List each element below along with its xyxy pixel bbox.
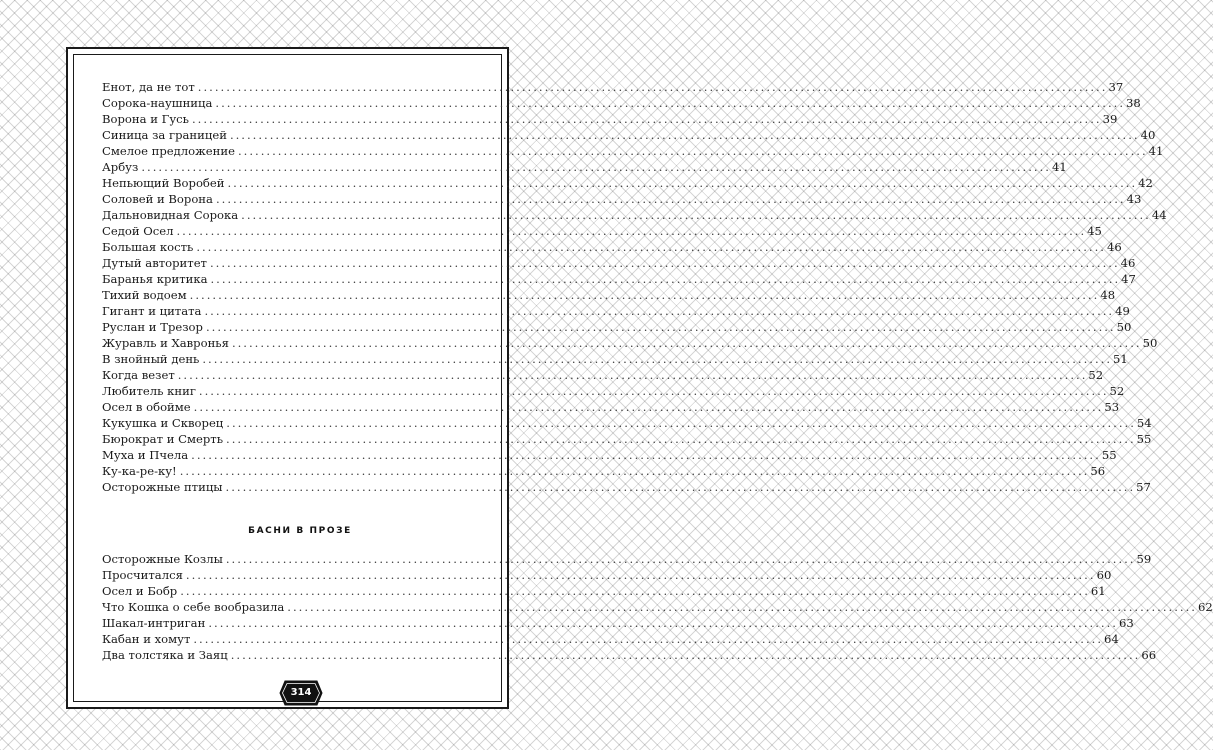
toc-entry [102, 631, 1119, 647]
toc-entry [102, 79, 1124, 95]
toc-entry-title: Два толстяка и Заяц [102, 648, 228, 662]
toc-entry-page: 55 [1101, 448, 1117, 462]
toc-entry-page: 42 [1138, 176, 1153, 190]
toc-entry-title: Шакал-интриган [102, 616, 206, 630]
toc-entry-page: 47 [1121, 272, 1136, 286]
toc-entry-page: 49 [1115, 304, 1130, 318]
toc-entry-page: 46 [1120, 256, 1136, 270]
toc-entry-page: 45 [1087, 224, 1102, 238]
dot-leader: ................................................................................................................................................................ [215, 96, 1126, 110]
toc-entry-page: 40 [1140, 128, 1156, 142]
toc-entry [102, 367, 1104, 383]
toc-entry-title: Седой Осел [102, 224, 174, 238]
toc-entry-title: Баранья критика [102, 272, 208, 286]
toc-entry [102, 415, 1152, 431]
toc-entry-page: 56 [1090, 464, 1106, 478]
toc-entry [102, 111, 1118, 127]
dot-leader: ................................................................................................................................................................ [208, 616, 1118, 630]
toc-entry-page: 62 [1197, 600, 1213, 614]
toc-entry [102, 335, 1158, 351]
toc-entry-page: 63 [1118, 616, 1134, 630]
toc-entry-title: Кабан и хомут [102, 632, 191, 646]
toc-entry-page: 51 [1113, 352, 1128, 366]
toc-entry-page: 43 [1126, 192, 1142, 206]
toc-entry-page: 57 [1136, 480, 1151, 494]
toc-entry-title: Осторожные Козлы [102, 552, 223, 566]
table-of-contents [102, 79, 1167, 495]
toc-entry [102, 351, 1128, 367]
section-heading: БАСНИ В ПРОЗЕ [248, 526, 352, 536]
toc-entry-title: Муха и Пчела [102, 448, 189, 462]
dot-leader: ................................................................................................................................................................ [179, 464, 1090, 478]
toc-entry [102, 127, 1156, 143]
dot-leader: ................................................................................................................................................................ [198, 384, 1109, 398]
toc-entry-title: Синица за границей [102, 128, 227, 142]
page-number: 314 [290, 687, 312, 698]
toc-entry [102, 287, 1116, 303]
dot-leader: ................................................................................................................................................................ [204, 304, 1115, 318]
dot-leader: ................................................................................................................................................................ [177, 368, 1088, 382]
toc-entry [102, 143, 1164, 159]
dot-leader: ................................................................................................................................................................ [180, 584, 1090, 598]
dot-leader: ................................................................................................................................................................ [189, 288, 1100, 302]
toc-entry-title: Когда везет [102, 368, 175, 382]
toc-entry-title: Соловей и Ворона [102, 192, 213, 206]
toc-entry [102, 615, 1134, 631]
toc-entry-page: 66 [1141, 648, 1157, 662]
toc-entry-page: 50 [1142, 336, 1158, 350]
dot-leader: ................................................................................................................................................................ [226, 416, 1136, 430]
dot-leader: ................................................................................................................................................................ [141, 160, 1051, 174]
toc-entry-title: Енот, да не тот [102, 80, 195, 94]
dot-leader: ................................................................................................................................................................ [210, 272, 1121, 286]
toc-entry [102, 159, 1067, 175]
toc-entry [102, 383, 1125, 399]
table-of-contents-prose [102, 551, 1213, 663]
toc-entry-title: Смелое предложение [102, 144, 235, 158]
dot-leader: ................................................................................................................................................................ [225, 480, 1136, 494]
toc-entry [102, 567, 1112, 583]
toc-entry [102, 303, 1130, 319]
toc-entry-title: Осел в обойме [102, 400, 191, 414]
page-number-badge [279, 680, 323, 706]
dot-leader: ................................................................................................................................................................ [226, 432, 1136, 446]
toc-entry-title: Ворона и Гусь [102, 112, 189, 126]
dot-leader: ................................................................................................................................................................ [209, 256, 1120, 270]
dot-leader: ................................................................................................................................................................ [231, 336, 1142, 350]
toc-entry [102, 207, 1167, 223]
toc-entry-title: Непьющий Воробей [102, 176, 225, 190]
toc-entry [102, 599, 1213, 615]
dot-leader: ................................................................................................................................................................ [287, 600, 1197, 614]
dot-leader: ................................................................................................................................................................ [205, 320, 1116, 334]
toc-entry [102, 431, 1152, 447]
toc-entry-page: 39 [1102, 112, 1118, 126]
dot-leader: ................................................................................................................................................................ [241, 208, 1151, 222]
dot-leader: ................................................................................................................................................................ [197, 80, 1108, 94]
dot-leader: ................................................................................................................................................................ [191, 112, 1102, 126]
dot-leader: ................................................................................................................................................................ [176, 224, 1087, 238]
toc-entry-title: Дутый авторитет [102, 256, 207, 270]
toc-entry-title: Бюрократ и Смерть [102, 432, 224, 446]
toc-entry-title: Тихий водоем [102, 288, 187, 302]
toc-entry-title: Осел и Бобр [102, 584, 178, 598]
toc-entry-page: 48 [1100, 288, 1116, 302]
toc-entry-page: 55 [1136, 432, 1152, 446]
toc-entry-title: Большая кость [102, 240, 194, 254]
toc-entry [102, 223, 1102, 239]
toc-entry-page: 41 [1148, 144, 1164, 158]
toc-entry [102, 551, 1152, 567]
dot-leader: ................................................................................................................................................................ [237, 144, 1148, 158]
toc-entry-page: 52 [1088, 368, 1104, 382]
dot-leader: ................................................................................................................................................................ [193, 632, 1104, 646]
toc-entry-title: Любитель книг [102, 384, 196, 398]
toc-entry-page: 52 [1109, 384, 1125, 398]
dot-leader: ................................................................................................................................................................ [229, 128, 1140, 142]
toc-entry [102, 479, 1151, 495]
dot-leader: ................................................................................................................................................................ [193, 400, 1104, 414]
toc-entry [102, 399, 1120, 415]
toc-entry-title: В знойный день [102, 352, 200, 366]
toc-entry-page: 59 [1136, 552, 1152, 566]
toc-entry-page: 54 [1136, 416, 1152, 430]
dot-leader: ................................................................................................................................................................ [191, 448, 1101, 462]
toc-entry [102, 191, 1142, 207]
toc-entry-title: Что Кошка о себе вообразила [102, 600, 285, 614]
toc-entry-page: 37 [1108, 80, 1124, 94]
toc-entry [102, 447, 1117, 463]
toc-entry-page: 41 [1051, 160, 1067, 174]
toc-entry-title: Осторожные птицы [102, 480, 223, 494]
toc-entry [102, 647, 1157, 663]
toc-entry-title: Ку-ка-ре-ку! [102, 464, 177, 478]
toc-entry-page: 60 [1096, 568, 1112, 582]
dot-leader: ................................................................................................................................................................ [225, 552, 1136, 566]
toc-entry-title: Просчитался [102, 568, 183, 582]
toc-entry-page: 46 [1106, 240, 1122, 254]
toc-entry [102, 95, 1141, 111]
toc-entry [102, 319, 1132, 335]
toc-entry-title: Кукушка и Скворец [102, 416, 224, 430]
toc-entry-page: 64 [1104, 632, 1119, 646]
dot-leader: ................................................................................................................................................................ [227, 176, 1138, 190]
toc-entry-page: 50 [1116, 320, 1132, 334]
toc-entry [102, 239, 1122, 255]
dot-leader: ................................................................................................................................................................ [215, 192, 1126, 206]
toc-entry [102, 583, 1106, 599]
dot-leader: ................................................................................................................................................................ [196, 240, 1106, 254]
toc-entry [102, 271, 1136, 287]
dot-leader: ................................................................................................................................................................ [202, 352, 1113, 366]
toc-entry-page: 53 [1104, 400, 1120, 414]
toc-entry-title: Сорока-наушница [102, 96, 213, 110]
toc-entry-title: Дальновидная Сорока [102, 208, 239, 222]
toc-entry [102, 255, 1136, 271]
toc-entry-title: Гигант и цитата [102, 304, 202, 318]
toc-entry-page: 61 [1090, 584, 1106, 598]
dot-leader: ................................................................................................................................................................ [230, 648, 1141, 662]
dot-leader: ................................................................................................................................................................ [185, 568, 1096, 582]
toc-entry-title: Руслан и Трезор [102, 320, 203, 334]
toc-entry [102, 463, 1106, 479]
toc-entry-page: 44 [1151, 208, 1167, 222]
toc-entry-page: 38 [1126, 96, 1141, 110]
toc-entry [102, 175, 1153, 191]
toc-entry-title: Журавль и Хавронья [102, 336, 229, 350]
toc-entry-title: Арбуз [102, 160, 139, 174]
